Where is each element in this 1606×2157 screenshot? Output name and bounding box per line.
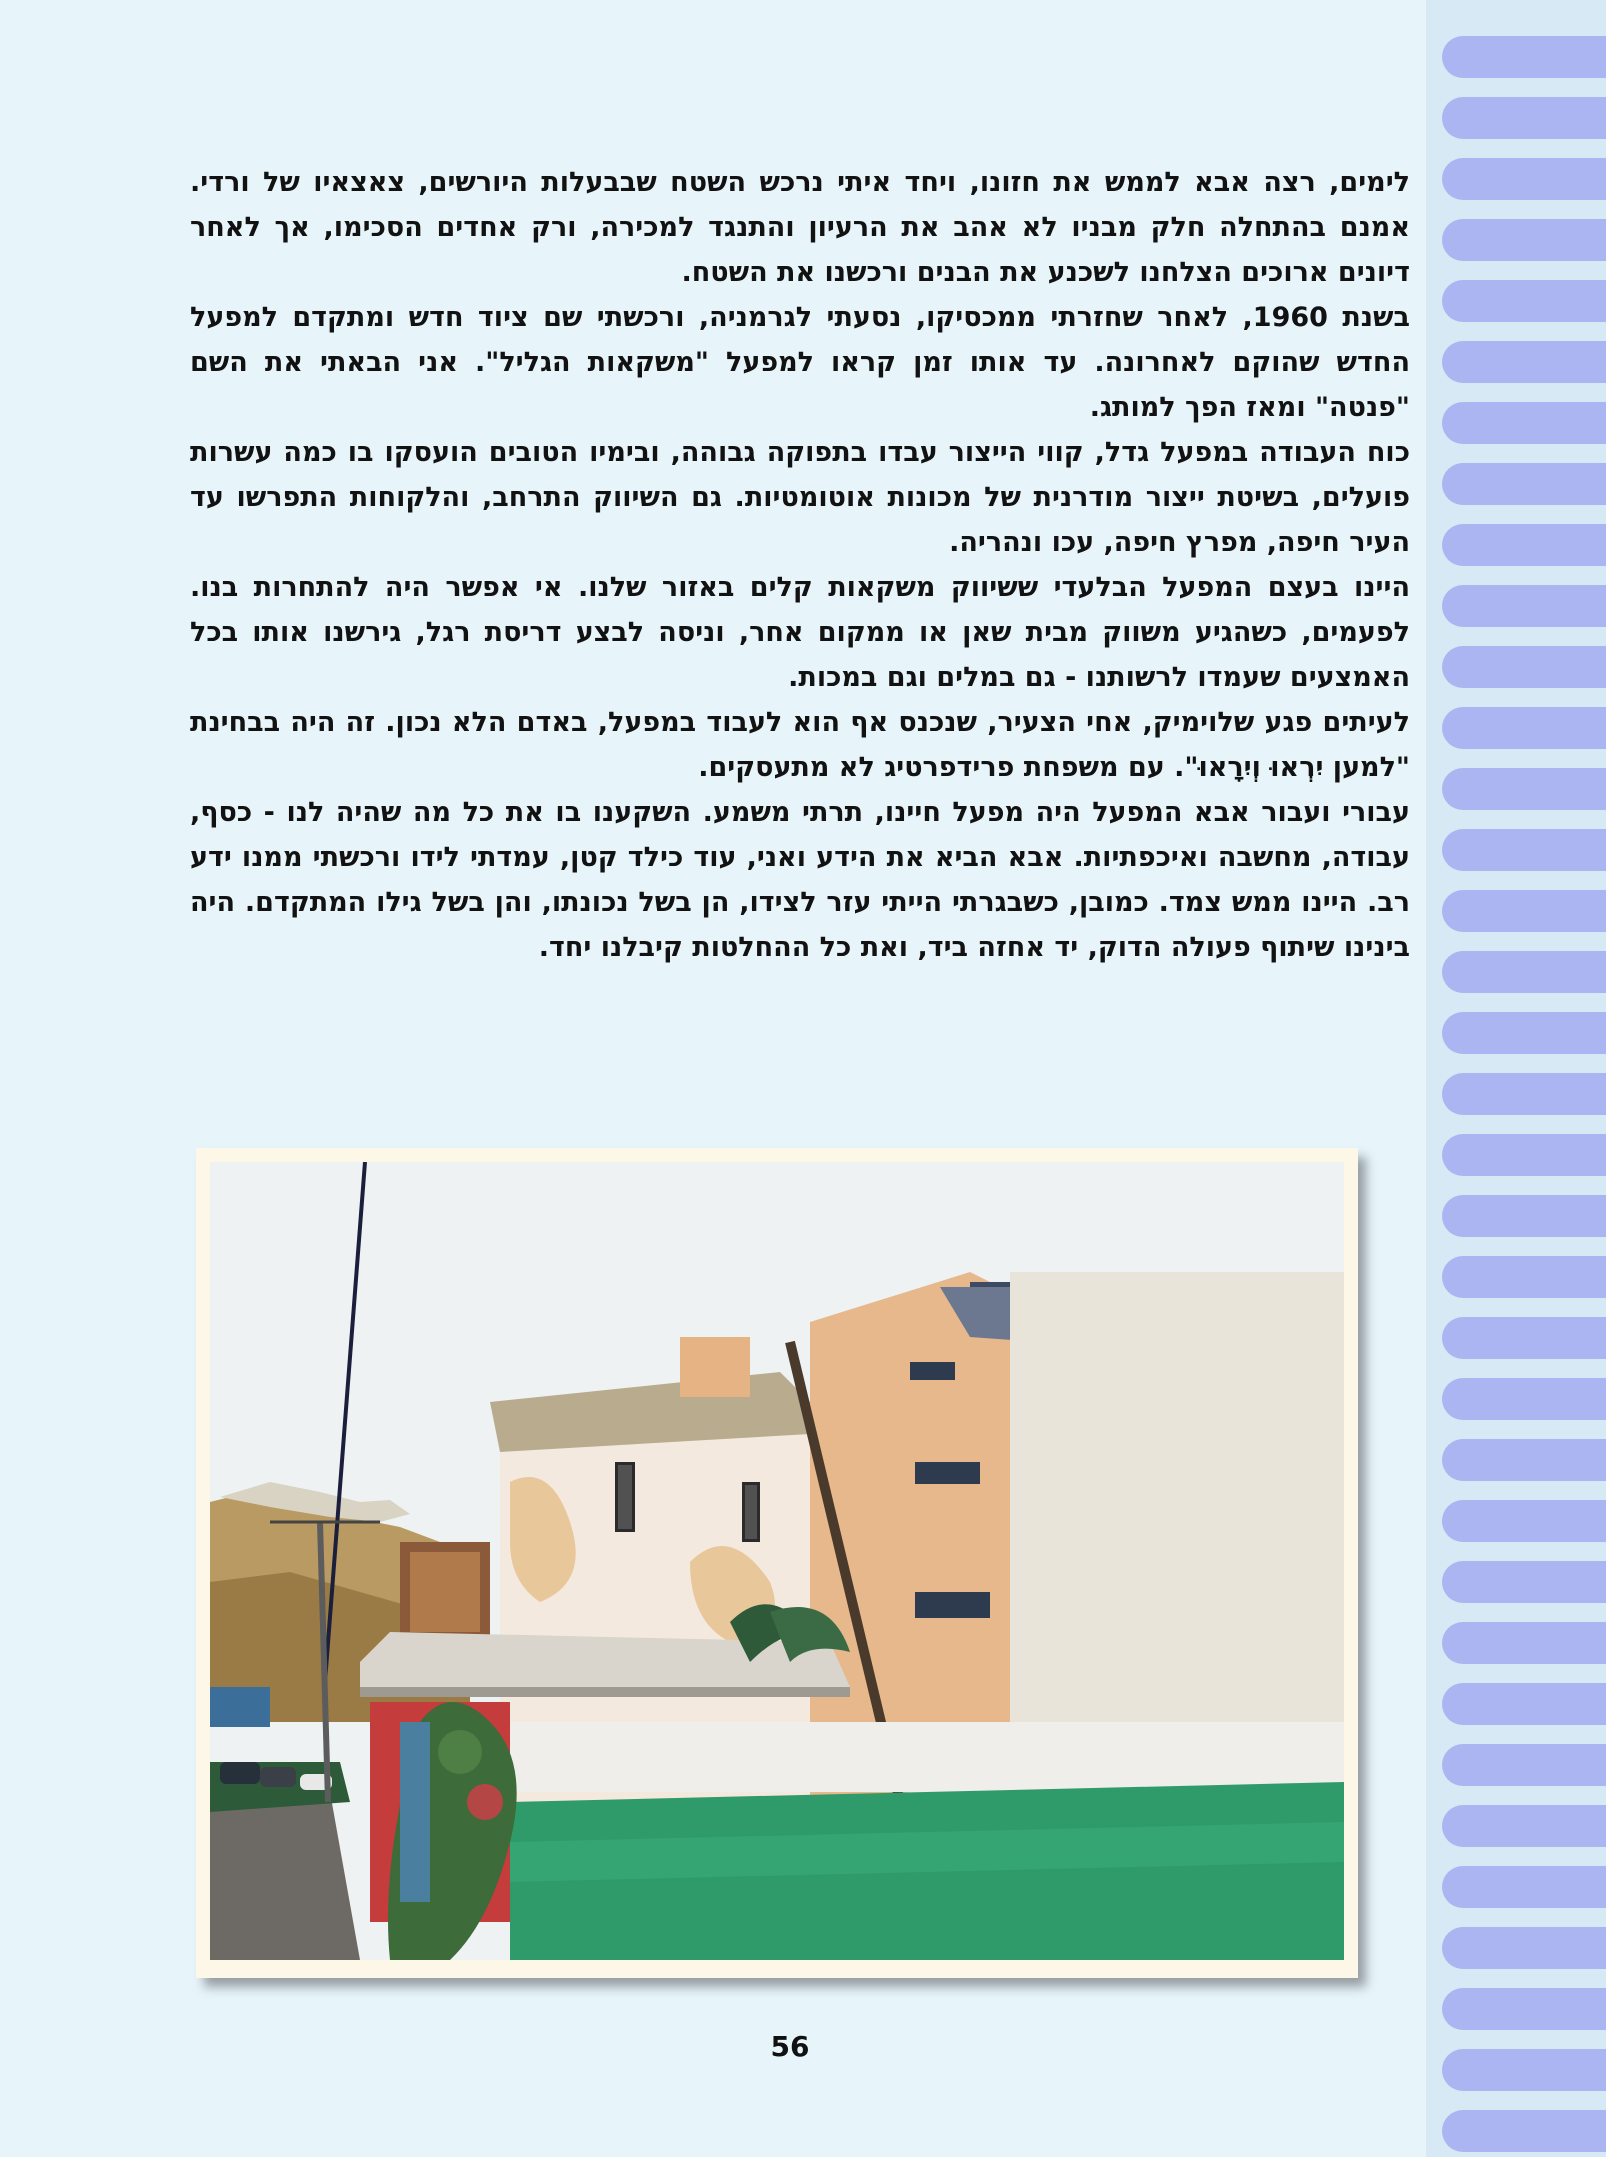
page-number: 56 bbox=[770, 2030, 810, 2063]
photo-frame bbox=[196, 1148, 1358, 1978]
decorative-tab bbox=[1442, 768, 1606, 810]
decorative-tab bbox=[1442, 97, 1606, 139]
paragraph: היינו בעצם המפעל הבלעדי ששיווק משקאות קלים באזור שלנו. אי אפשר היה להתחרות בנו. לפעמים, כשהגיע משווק מבית שאן או ממקום אחר, וניסה לבצע דריסת רגל, גירשנו אותו בכל האמצעים שעמדו לרשותנו - גם במלים וגם במכות. bbox=[190, 572, 1410, 693]
decorative-tab bbox=[1442, 341, 1606, 383]
decorative-tab bbox=[1442, 1439, 1606, 1481]
decorative-tab bbox=[1442, 1805, 1606, 1847]
decorative-tab bbox=[1442, 646, 1606, 688]
paragraph: לימים, רצה אבא לממש את חזונו, ויחד איתי נרכש השטח שבבעלות היורשים, צאצאיו של ורדי. אמנם בהתחלה חלק מבניו לא אהב את הרעיון והתנגד למכירה, ורק אחדים הסכימו, אך לאחר דיונים ארוכים הצלחנו לשכנע את הבנים ורכשנו את השטח. bbox=[190, 167, 1410, 288]
factory-building-photo bbox=[210, 1162, 1344, 1960]
decorative-tab bbox=[1442, 1927, 1606, 1969]
decorative-tab bbox=[1442, 1744, 1606, 1786]
paragraph: לעיתים פגע שלוימיק, אחי הצעיר, שנכנס אף הוא לעבוד במפעל, באדם הלא נכון. זה היה בבחינת "למען יִרְאוּ וְיִרָאוּ". עם משפחת פרידפרטיג לא מתעסקים. bbox=[190, 707, 1410, 783]
decorative-tab bbox=[1442, 36, 1606, 78]
decorative-tab bbox=[1442, 1378, 1606, 1420]
paragraph: בשנת 1960, לאחר שחזרתי ממכסיקו, נסעתי לגרמניה, ורכשתי שם ציוד חדש ומתקדם למפעל החדש שהוקם לאחרונה. עד אותו זמן קראו למפעל "משקאות הגליל". אני הבאתי את השם "פנטה" ומאז הפך למותג. bbox=[190, 302, 1410, 423]
decorative-tab bbox=[1442, 524, 1606, 566]
decorative-tab bbox=[1442, 585, 1606, 627]
decorative-tab-strip bbox=[1426, 0, 1606, 2157]
decorative-tab bbox=[1442, 219, 1606, 261]
decorative-tab bbox=[1442, 2110, 1606, 2152]
decorative-tab bbox=[1442, 1256, 1606, 1298]
paragraph: כוח העבודה במפעל גדל, קווי הייצור עבדו בתפוקה גבוהה, ובימיו הטובים הועסקו בו כמה עשרות פועלים, בשיטת ייצור מודרנית של מכונות אוטומטיות. גם השיווק התרחב, והלקוחות התפרשו עד העיר חיפה, מפרץ חיפה, עכו ונהריה. bbox=[190, 437, 1410, 558]
body-text bbox=[190, 160, 1410, 970]
decorative-tab bbox=[1442, 280, 1606, 322]
decorative-tab bbox=[1442, 463, 1606, 505]
decorative-tab bbox=[1442, 2049, 1606, 2091]
decorative-tab bbox=[1442, 1134, 1606, 1176]
decorative-tab bbox=[1442, 158, 1606, 200]
paragraph: עבורי ועבור אבא המפעל היה מפעל חיינו, תרתי משמע. השקענו בו את כל מה שהיה לנו - כסף, עבודה, מחשבה ואיכפתיות. אבא הביא את הידע ואני, עוד כילד קטן, עמדתי לידו ורכשתי ממנו ידע רב. היינו ממש צמד. כמובן, כשבגרתי הייתי עזר לצידו, הן בשל נכונתו, והן בשל גילו המתקדם. היה בינינו שיתוף פעולה הדוק, יד אחזה ביד, ואת כל ההחלטות קיבלנו יחד. bbox=[190, 797, 1410, 963]
decorative-tab bbox=[1442, 1683, 1606, 1725]
decorative-tab bbox=[1442, 1073, 1606, 1115]
decorative-tab bbox=[1442, 707, 1606, 749]
decorative-tab bbox=[1442, 1317, 1606, 1359]
decorative-tab bbox=[1442, 890, 1606, 932]
decorative-tab bbox=[1442, 1195, 1606, 1237]
decorative-tab bbox=[1442, 1622, 1606, 1664]
decorative-tab bbox=[1442, 1988, 1606, 2030]
decorative-tab bbox=[1442, 402, 1606, 444]
decorative-tab bbox=[1442, 1012, 1606, 1054]
decorative-tab bbox=[1442, 1500, 1606, 1542]
decorative-tab bbox=[1442, 951, 1606, 993]
decorative-tab bbox=[1442, 829, 1606, 871]
decorative-tab bbox=[1442, 1561, 1606, 1603]
decorative-tab bbox=[1442, 1866, 1606, 1908]
